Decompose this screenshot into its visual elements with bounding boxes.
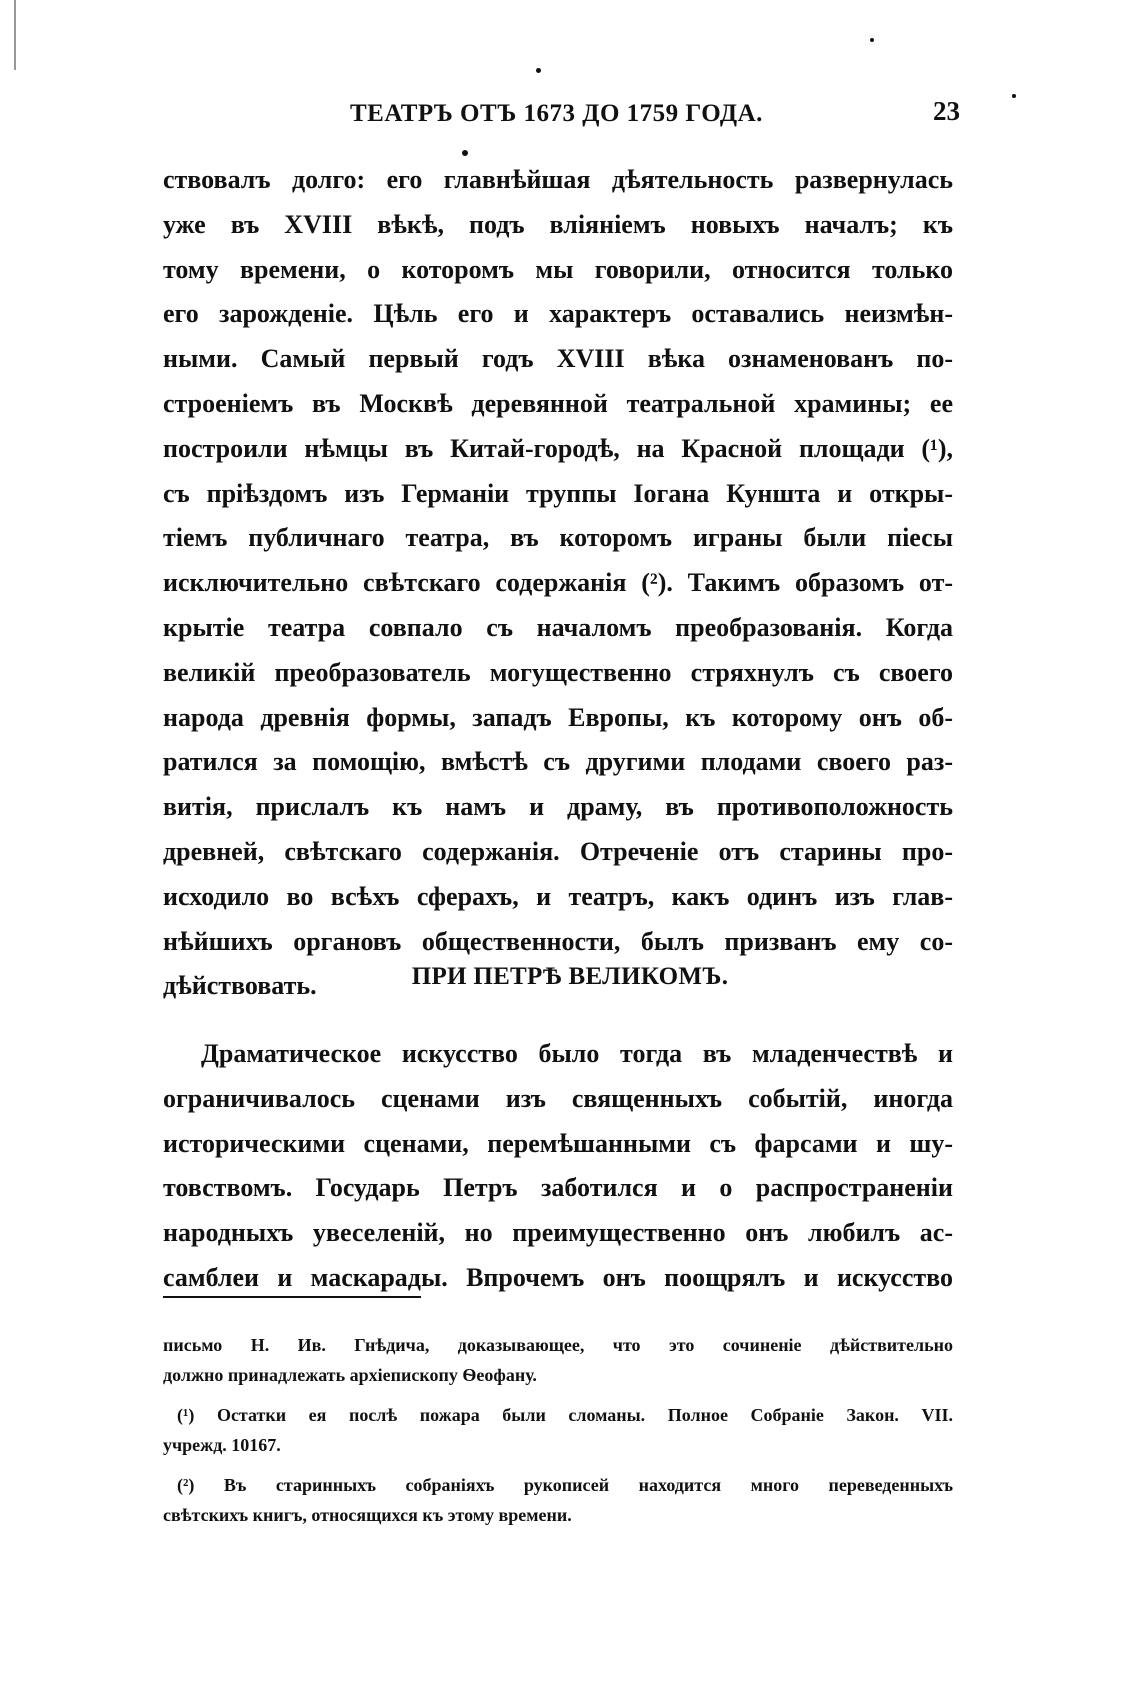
text-line: товствомъ. Государь Петръ заботился и о распространеніи <box>163 1173 953 1203</box>
text-line: его зарожденіе. Цѣль его и характеръ оставались неизмѣн- <box>163 299 953 329</box>
paragraph-1 <box>163 158 953 1009</box>
text-line: уже въ XVIII вѣкѣ, подъ вліяніемъ новыхъ началъ; къ <box>163 209 953 239</box>
footnote-2-line: свѣтскихъ книгъ, относящихся къ этому времени. <box>163 1505 572 1525</box>
text-line: Драматическое искусство было тогда въ младенчествѣ и <box>201 1039 953 1068</box>
running-head <box>160 92 960 132</box>
text-line: народныхъ увеселеній, но преимущественно онъ любилъ ас- <box>163 1218 953 1248</box>
scan-edge-mark <box>14 0 16 70</box>
text-line: самблеи и маскарады. Впрочемъ онъ поощрялъ и искусство <box>163 1262 953 1292</box>
text-line: ратился за помощію, вмѣстѣ съ другими плодами своего раз- <box>163 747 953 777</box>
text-line: тому времени, о которомъ мы говорили, относится только <box>163 254 953 284</box>
text-line: строеніемъ въ Москвѣ деревянной театральной храмины; ее <box>163 388 953 418</box>
text-line: построили нѣмцы въ Китай-городѣ, на Красной площади (¹), <box>163 433 953 463</box>
footnote-2-line: (²) Въ старинныхъ собраніяхъ рукописей находится много переведенныхъ <box>177 1475 953 1495</box>
text-line: ограничивалось сценами изъ священныхъ событій, иногда <box>163 1083 953 1113</box>
text-line: великій преобразователь могущественно стряхнулъ съ своего <box>163 657 953 687</box>
text-line: народа древнія формы, западъ Европы, къ которому онъ об- <box>163 702 953 732</box>
footnote-divider <box>163 1296 421 1298</box>
text-line: витія, прислалъ къ намъ и драму, въ противоположность <box>163 792 953 822</box>
footnote-1-line: учрежд. 10167. <box>163 1435 281 1455</box>
running-title: ТЕАТРЪ ОТЪ 1673 ДО 1759 ГОДА. <box>350 100 763 127</box>
scan-speck <box>536 68 541 73</box>
scan-speck <box>462 150 468 156</box>
footnote-line: должно принадлежать архіепископу Ѳеофану. <box>163 1365 537 1385</box>
text-line: нѣйшихъ органовъ общественности, былъ призванъ ему со- <box>163 926 953 956</box>
page-number: 23 <box>933 96 960 126</box>
scan-speck <box>870 38 874 42</box>
text-line: съ пріѣздомъ изъ Германіи труппы Іогана Куншта и откры- <box>163 478 953 508</box>
text-line: исключительно свѣтскаго содержанія (²). Такимъ образомъ от- <box>163 568 953 598</box>
section-heading: ПРИ ПЕТРѢ ВЕЛИКОМЪ. <box>411 963 729 990</box>
text-line: тіемъ публичнаго театра, въ которомъ играны были піесы <box>163 523 953 553</box>
scan-speck <box>1012 94 1016 98</box>
text-line: исходило во всѣхъ сферахъ, и театръ, какъ одинъ изъ глав- <box>163 881 953 911</box>
text-line: древней, свѣтскаго содержанія. Отреченіе отъ старины про- <box>163 836 953 866</box>
text-line: историческими сценами, перемѣшанными съ фарсами и шу- <box>163 1128 953 1158</box>
text-line: ными. Самый первый годъ XVIII вѣка ознаменованъ по- <box>163 344 953 374</box>
text-line: ствовалъ долго: его главнѣйшая дѣятельность развернулась <box>163 165 953 194</box>
paragraph-2 <box>163 1032 953 1301</box>
text-line: дѣйствовать. <box>163 971 317 1001</box>
footnotes <box>163 1330 953 1530</box>
footnote-1-line: (¹) Остатки ея послѣ пожара были сломаны. Полное Собраніе Закон. VII. <box>177 1405 953 1425</box>
text-line: крытіе театра совпало съ началомъ преобразованія. Когда <box>163 612 953 642</box>
footnote-line: письмо Н. Ив. Гнѣдича, доказывающее, что это сочиненіе дѣйствительно <box>163 1335 953 1355</box>
